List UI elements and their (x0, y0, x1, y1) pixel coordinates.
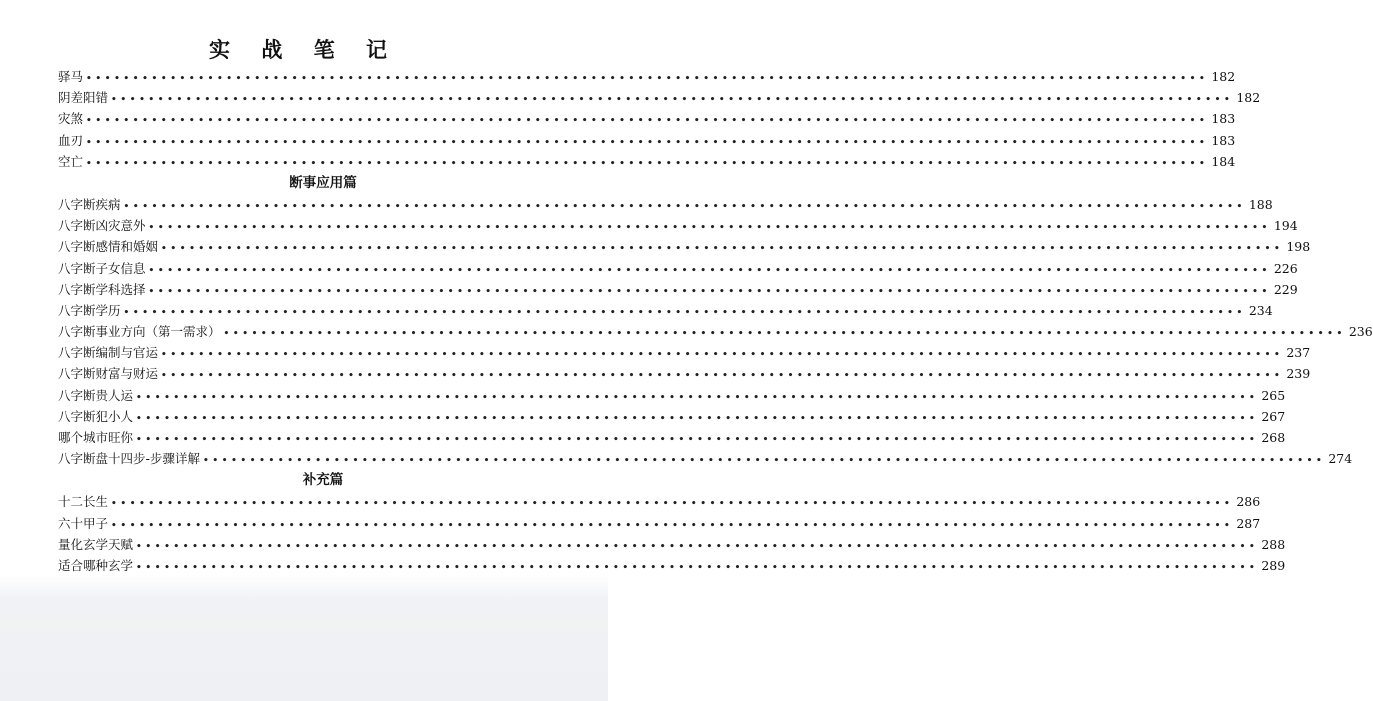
dot-leader: •••••••••••••••••••••••••••••••••••••••••••••••••••••••••••••••••••••••••••••••••••••••••••••••••••••••••••••••••••••••• (86, 137, 1209, 148)
dot-leader: •••••••••••••••••••••••••••••••••••••••••••••••••••••••••••••••••••••••••••••••••••••••••••••••••••••••••••••••••••••••• (111, 95, 1234, 106)
toc-entry-label: 六十甲子 (58, 515, 109, 531)
toc-entry-page-number: 286 (1236, 494, 1261, 510)
toc-entry-page-number: 288 (1261, 536, 1286, 552)
toc-entry-label: 适合哪种玄学 (58, 557, 134, 573)
toc-entry[interactable] (58, 130, 1236, 151)
section-heading: 补充篇 (302, 472, 344, 489)
toc-entry-label: 空亡 (58, 153, 84, 169)
dot-leader: •••••••••••••••••••••••••••••••••••••••••••••••••••••••••••••••••••••••••••••••••••••••••••••••••••••••••••••••••••••••• (203, 456, 1326, 467)
toc-entry-page-number: 226 (1273, 260, 1298, 276)
toc-entry-page-number: 198 (1286, 239, 1311, 255)
toc-entry[interactable] (58, 108, 1236, 129)
toc-entry[interactable] (58, 258, 1298, 279)
dot-leader: •••••••••••••••••••••••••••••••••••••••••••••••••••••••••••••••••••••••••••••••••••••••••••••••••••••••••••••••••••••••• (86, 158, 1209, 169)
toc-entry-label: 哪个城市旺你 (58, 430, 134, 445)
toc-entry[interactable] (58, 279, 1298, 300)
toc-entry-label: 驿马 (58, 69, 84, 84)
toc-entry[interactable] (58, 448, 1353, 469)
table-of-contents (58, 66, 1373, 576)
toc-entry-label: 血刃 (58, 132, 84, 148)
toc-entry-page-number: 183 (1211, 111, 1236, 127)
dot-leader: •••••••••••••••••••••••••••••••••••••••••••••••••••••••••••••••••••••••••••••••••••••••••••••••••••••••••••••••••••••••• (161, 350, 1284, 361)
toc-entry[interactable] (58, 342, 1311, 363)
toc-entry-page-number: 188 (1248, 196, 1273, 212)
toc-entry-page-number: 182 (1211, 69, 1236, 84)
toc-entry-label: 灾煞 (58, 111, 84, 127)
toc-entry[interactable] (58, 66, 1236, 87)
dot-leader: •••••••••••••••••••••••••••••••••••••••••••••••••••••••••••••••••••••••••••••••••••••••••••••••••••••••••••••••••••••••• (148, 265, 1271, 276)
toc-entry-page-number: 274 (1328, 451, 1353, 467)
dot-leader: •••••••••••••••••••••••••••••••••••••••••••••••••••••••••••••••••••••••••••••••••••••••••••••••••••••••••••••••••••••••• (111, 520, 1234, 531)
toc-entry-label: 八字断事业方向（第一需求） (58, 324, 221, 340)
dot-leader: •••••••••••••••••••••••••••••••••••••••••••••••••••••••••••••••••••••••••••••••••••••••••••••••••••••••••••••••••••••••• (86, 116, 1209, 127)
toc-entry-label: 八字断感情和婚姻 (58, 239, 159, 255)
dot-leader: •••••••••••••••••••••••••••••••••••••••••••••••••••••••••••••••••••••••••••••••••••••••••••••••••••••••••••••••••••••••• (136, 392, 1259, 403)
toc-entry[interactable] (58, 491, 1261, 512)
toc-entry[interactable] (58, 385, 1286, 406)
toc-entry-label: 八字断财富与财运 (58, 366, 159, 382)
toc-entry-page-number: 182 (1236, 90, 1261, 106)
toc-entry-page-number: 184 (1211, 153, 1236, 169)
toc-entry[interactable] (58, 236, 1311, 257)
toc-entry[interactable] (58, 427, 1286, 448)
toc-entry-page-number: 236 (1348, 324, 1373, 340)
toc-entry-label: 八字断盘十四步-步骤详解 (58, 451, 201, 467)
toc-entry[interactable] (58, 321, 1373, 342)
dot-leader: •••••••••••••••••••••••••••••••••••••••••••••••••••••••••••••••••••••••••••••••••••••••••••••••••••••••••••••••••••••••• (223, 329, 1346, 340)
toc-entry-label: 八字断贵人运 (58, 387, 134, 403)
toc-entry-page-number: 268 (1261, 430, 1286, 445)
dot-leader: •••••••••••••••••••••••••••••••••••••••••••••••••••••••••••••••••••••••••••••••••••••••••••••••••••••••••••••••••••••••• (136, 562, 1259, 573)
dot-leader: •••••••••••••••••••••••••••••••••••••••••••••••••••••••••••••••••••••••••••••••••••••••••••••••••••••••••••••••••••••••• (136, 413, 1259, 424)
toc-entry-label: 八字断疾病 (58, 196, 121, 212)
dot-leader: •••••••••••••••••••••••••••••••••••••••••••••••••••••••••••••••••••••••••••••••••••••••••••••••••••••••••••••••••••••••• (161, 244, 1284, 255)
toc-entry-label: 八字断子女信息 (58, 260, 146, 276)
toc-entry-page-number: 234 (1248, 302, 1273, 318)
toc-entry[interactable] (58, 363, 1311, 384)
page-title: 实 战 笔 记 (209, 37, 399, 62)
toc-entry-page-number: 239 (1286, 366, 1311, 382)
toc-entry[interactable] (58, 87, 1261, 108)
toc-entry-page-number: 229 (1273, 281, 1298, 297)
toc-entry-label: 十二长生 (58, 494, 109, 510)
toc-entry[interactable] (58, 194, 1273, 215)
toc-entry[interactable] (58, 406, 1286, 427)
dot-leader: •••••••••••••••••••••••••••••••••••••••••••••••••••••••••••••••••••••••••••••••••••••••••••••••••••••••••••••••••••••••• (161, 371, 1284, 382)
toc-entry[interactable] (58, 300, 1273, 321)
toc-entry-page-number: 183 (1211, 132, 1236, 148)
toc-entry[interactable] (58, 151, 1236, 172)
toc-entry-label: 阴差阳错 (58, 90, 109, 106)
dot-leader: •••••••••••••••••••••••••••••••••••••••••••••••••••••••••••••••••••••••••••••••••••••••••••••••••••••••••••••••••••••••• (148, 286, 1271, 297)
toc-entry[interactable] (58, 513, 1261, 534)
dot-leader: •••••••••••••••••••••••••••••••••••••••••••••••••••••••••••••••••••••••••••••••••••••••••••••••••••••••••••••••••••••••• (136, 435, 1259, 445)
dot-leader: •••••••••••••••••••••••••••••••••••••••••••••••••••••••••••••••••••••••••••••••••••••••••••••••••••••••••••••••••••••••• (148, 223, 1271, 234)
dot-leader: •••••••••••••••••••••••••••••••••••••••••••••••••••••••••••••••••••••••••••••••••••••••••••••••••••••••••••••••••••••••• (123, 201, 1246, 212)
toc-entry[interactable] (58, 215, 1298, 236)
toc-entry-label: 量化玄学天赋 (58, 536, 134, 552)
toc-entry-label: 八字断学科选择 (58, 281, 146, 297)
toc-entry-page-number: 289 (1261, 557, 1286, 573)
section-heading: 断事应用篇 (289, 174, 357, 191)
toc-entry[interactable] (58, 534, 1286, 555)
dot-leader: •••••••••••••••••••••••••••••••••••••••••••••••••••••••••••••••••••••••••••••••••••••••••••••••••••••••••••••••••••••••• (86, 74, 1209, 84)
toc-entry-page-number: 237 (1286, 345, 1311, 361)
dot-leader: •••••••••••••••••••••••••••••••••••••••••••••••••••••••••••••••••••••••••••••••••••••••••••••••••••••••••••••••••••••••• (123, 307, 1246, 318)
toc-entry[interactable] (58, 555, 1286, 576)
toc-entry-label: 八字断凶灾意外 (58, 218, 146, 234)
toc-entry-page-number: 194 (1273, 218, 1298, 234)
toc-entry-page-number: 267 (1261, 408, 1286, 424)
dot-leader: •••••••••••••••••••••••••••••••••••••••••••••••••••••••••••••••••••••••••••••••••••••••••••••••••••••••••••••••••••••••• (136, 541, 1259, 552)
toc-entry-page-number: 287 (1236, 515, 1261, 531)
toc-entry-label: 八字断编制与官运 (58, 345, 159, 361)
toc-entry-label: 八字断学历 (58, 302, 121, 318)
toc-entry-page-number: 265 (1261, 387, 1286, 403)
dot-leader: •••••••••••••••••••••••••••••••••••••••••••••••••••••••••••••••••••••••••••••••••••••••••••••••••••••••••••••••••••••••• (111, 499, 1234, 510)
toc-entry-label: 八字断犯小人 (58, 408, 134, 424)
